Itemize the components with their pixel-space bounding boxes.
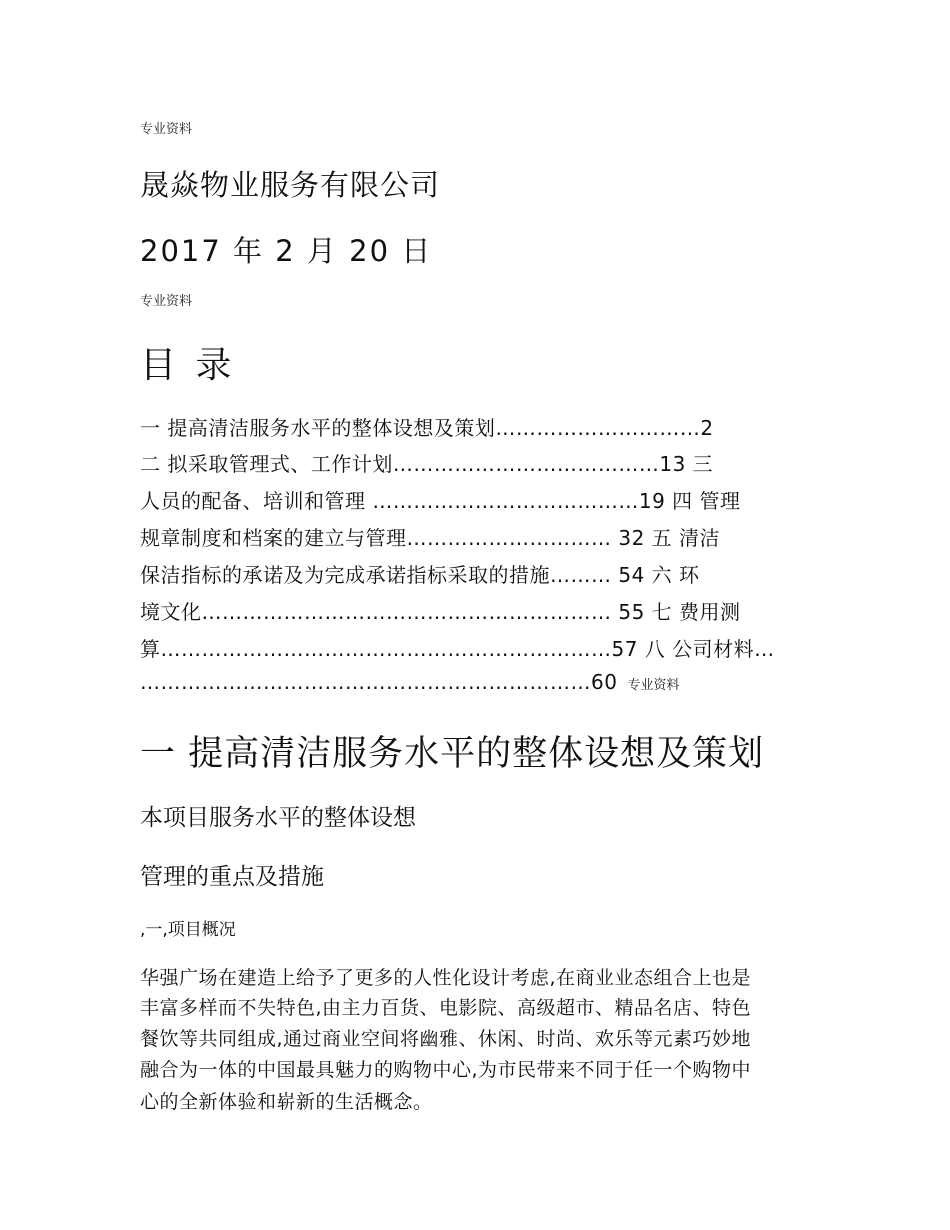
toc-line: 人员的配备、培训和管理 …………………………………19 四 管理 xyxy=(140,489,741,513)
header-label-1: 专业资料 xyxy=(140,122,193,137)
toc-line: 一 提高清洁服务水平的整体设想及策划…………………………2 xyxy=(140,416,714,440)
paragraph-line: 华强广场在建造上给予了更多的人性化设计考虑,在商业业态组合上也是 xyxy=(140,967,752,989)
toc-line-last xyxy=(140,670,679,694)
toc-line-text: …………………………………………………………60 xyxy=(140,670,618,694)
toc-line: 算…………………………………………………………57 八 公司材料… xyxy=(140,637,775,661)
paragraph-line: 融合为一体的中国最具魅力的购物中心,为市民带来不同于任一个购物中 xyxy=(140,1059,752,1081)
toc-line: 保洁指标的承诺及为完成承诺指标采取的措施……… 54 六 环 xyxy=(140,563,700,587)
toc-line: 境文化…………………………………………………… 55 七 费用测 xyxy=(140,600,741,624)
paragraph-line: 心的全新体验和崭新的生活概念。 xyxy=(140,1091,433,1113)
header-label-3: 专业资料 xyxy=(627,678,680,693)
subheading-key-points: 管理的重点及措施 xyxy=(140,864,324,890)
paragraph-line: 丰富多样而不失特色,由主力百货、电影院、高级超市、精品名店、特色 xyxy=(140,997,752,1019)
toc-line: 二 拟采取管理式、工作计划…………………………………13 三 xyxy=(140,452,714,476)
toc-title: 目 录 xyxy=(140,345,236,386)
paragraph-line: 餐饮等共同组成,通过商业空间将幽雅、休闲、时尚、欢乐等元素巧妙地 xyxy=(140,1028,752,1050)
subsection-project-overview: ,一,项目概况 xyxy=(140,920,236,940)
header-label-2: 专业资料 xyxy=(140,294,193,309)
document-date: 2017 年 2 月 20 日 xyxy=(140,234,433,268)
company-name: 晟焱物业服务有限公司 xyxy=(140,168,441,202)
section-title: 一 提高清洁服务水平的整体设想及策划 xyxy=(140,734,765,774)
subheading-overall-vision: 本项目服务水平的整体设想 xyxy=(140,805,416,831)
toc-line: 规章制度和档案的建立与管理………………………… 32 五 清洁 xyxy=(140,526,721,550)
